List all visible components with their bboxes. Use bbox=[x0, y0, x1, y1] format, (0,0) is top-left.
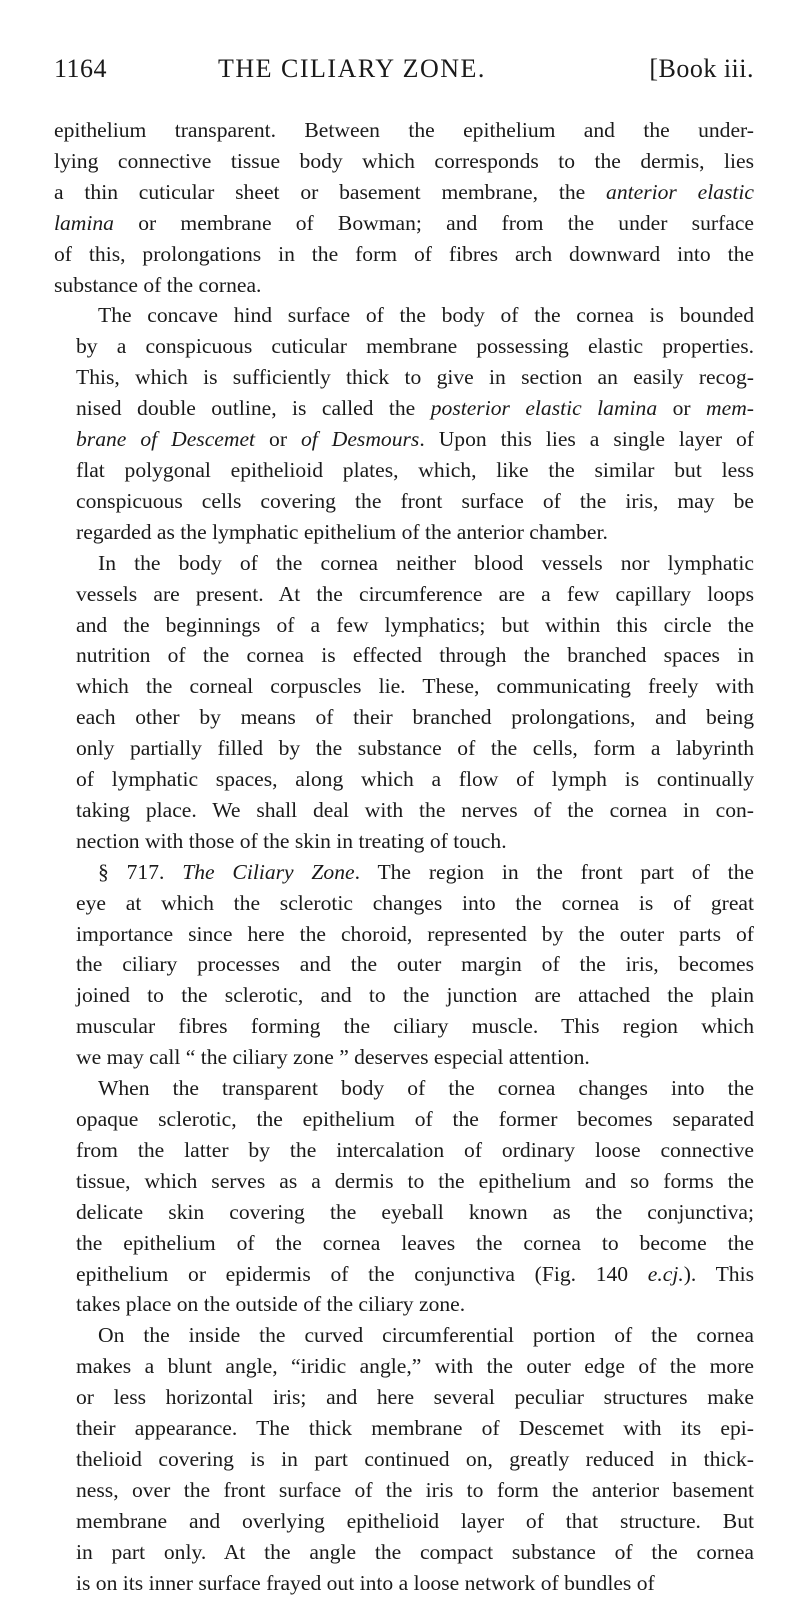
book-reference: [Book iii. bbox=[649, 54, 754, 83]
text-line: On the inside the curved circumferential portion of the cornea bbox=[98, 1323, 754, 1348]
text-line: vessels are present. At the circumference are a few capillary loops bbox=[76, 581, 754, 606]
book-page bbox=[54, 54, 754, 1599]
text-line: membrane and overlying epithelioid layer of that structure. But bbox=[76, 1508, 754, 1533]
running-title: THE CILIARY ZONE. bbox=[218, 54, 486, 83]
text-line: only partially filled by the substance of the cells, form a labyrinth bbox=[76, 736, 754, 761]
text-line: tissue, which serves as a dermis to the epithelium and so forms the bbox=[76, 1168, 754, 1193]
text-line: eye at which the sclerotic changes into the cornea is of great bbox=[76, 890, 754, 915]
text-line: muscular fibres forming the ciliary muscle. This region which bbox=[76, 1014, 754, 1039]
text-line: delicate skin covering the eyeball known as the conjunctiva; bbox=[76, 1199, 754, 1224]
text-line: When the transparent body of the cornea changes into the bbox=[98, 1076, 754, 1101]
text-line: takes place on the outside of the ciliary zone. bbox=[76, 1292, 466, 1317]
text-line: opaque sclerotic, the epithelium of the former becomes separated bbox=[76, 1107, 754, 1131]
text-line: epithelium transparent. Between the epithelium and the under- bbox=[54, 118, 754, 142]
text-line: brane of Descemet or of Desmours. Upon this lies a single layer of bbox=[76, 427, 754, 452]
paragraph bbox=[54, 1073, 754, 1320]
text-line: thelioid covering is in part continued on, greatly reduced in thick- bbox=[76, 1446, 754, 1471]
page-number: 1164 bbox=[54, 54, 108, 83]
paragraph bbox=[54, 300, 754, 547]
paragraph bbox=[54, 857, 754, 1073]
text-line: or less horizontal iris; and here several peculiar structures make bbox=[76, 1385, 754, 1410]
text-line: which the corneal corpuscles lie. These, communicating freely with bbox=[76, 674, 754, 699]
text-line: taking place. We shall deal with the nerves of the cornea in con- bbox=[76, 797, 754, 822]
text-line: flat polygonal epithelioid plates, which, like the similar but less bbox=[76, 457, 754, 482]
text-line: nised double outline, is called the posterior elastic lamina or mem- bbox=[76, 396, 754, 421]
text-line: joined to the sclerotic, and to the junction are attached the plain bbox=[76, 983, 754, 1008]
running-head bbox=[54, 54, 754, 88]
text-line: substance of the cornea. bbox=[54, 272, 262, 297]
text-line: § 717. The Ciliary Zone. The region in the front part of the bbox=[98, 859, 754, 884]
text-line: each other by means of their branched prolongations, and being bbox=[76, 705, 754, 730]
body-text bbox=[54, 115, 754, 1599]
text-line: lamina or membrane of Bowman; and from the under surface bbox=[54, 210, 754, 235]
text-line: by a conspicuous cuticular membrane possessing elastic properties. bbox=[76, 334, 754, 359]
text-line: the epithelium of the cornea leaves the cornea to become the bbox=[76, 1230, 754, 1255]
text-line: The concave hind surface of the body of the cornea is bounded bbox=[98, 303, 754, 328]
text-line: ness, over the front surface of the iris to form the anterior basement bbox=[76, 1477, 754, 1502]
text-line: the ciliary processes and the outer margin of the iris, becomes bbox=[76, 952, 754, 977]
text-line: importance since here the choroid, represented by the outer parts of bbox=[76, 921, 754, 946]
text-line: nection with those of the skin in treating of touch. bbox=[76, 828, 507, 853]
paragraph bbox=[54, 1320, 754, 1598]
text-line: in part only. At the angle the compact substance of the cornea bbox=[76, 1539, 754, 1564]
text-line: In the body of the cornea neither blood vessels nor lymphatic bbox=[98, 550, 754, 575]
text-line: nutrition of the cornea is effected through the branched spaces in bbox=[76, 643, 754, 668]
paragraph bbox=[54, 115, 754, 300]
text-line: we may call “ the ciliary zone ” deserves especial attention. bbox=[76, 1045, 590, 1070]
text-line: a thin cuticular sheet or basement membrane, the anterior elastic bbox=[54, 179, 754, 204]
text-line: regarded as the lymphatic epithelium of the anterior chamber. bbox=[76, 519, 608, 544]
text-line: from the latter by the intercalation of ordinary loose connective bbox=[76, 1137, 754, 1162]
text-line: and the beginnings of a few lymphatics; but within this circle the bbox=[76, 612, 754, 637]
text-line: epithelium or epidermis of the conjunctiva (Fig. 140 e.cj.). This bbox=[76, 1261, 754, 1286]
paragraph bbox=[54, 548, 754, 857]
text-line: is on its inner surface frayed out into a loose network of bundles of bbox=[76, 1570, 655, 1595]
text-line: conspicuous cells covering the front surface of the iris, may be bbox=[76, 488, 754, 513]
text-line: their appearance. The thick membrane of Descemet with its epi- bbox=[76, 1416, 754, 1441]
text-line: of this, prolongations in the form of fibres arch downward into the bbox=[54, 241, 754, 266]
text-line: This, which is sufficiently thick to give in section an easily recog- bbox=[76, 365, 754, 390]
text-line: makes a blunt angle, “iridic angle,” with the outer edge of the more bbox=[76, 1354, 754, 1379]
text-line: lying connective tissue body which corresponds to the dermis, lies bbox=[54, 148, 754, 173]
text-line: of lymphatic spaces, along which a flow of lymph is continually bbox=[76, 767, 754, 792]
